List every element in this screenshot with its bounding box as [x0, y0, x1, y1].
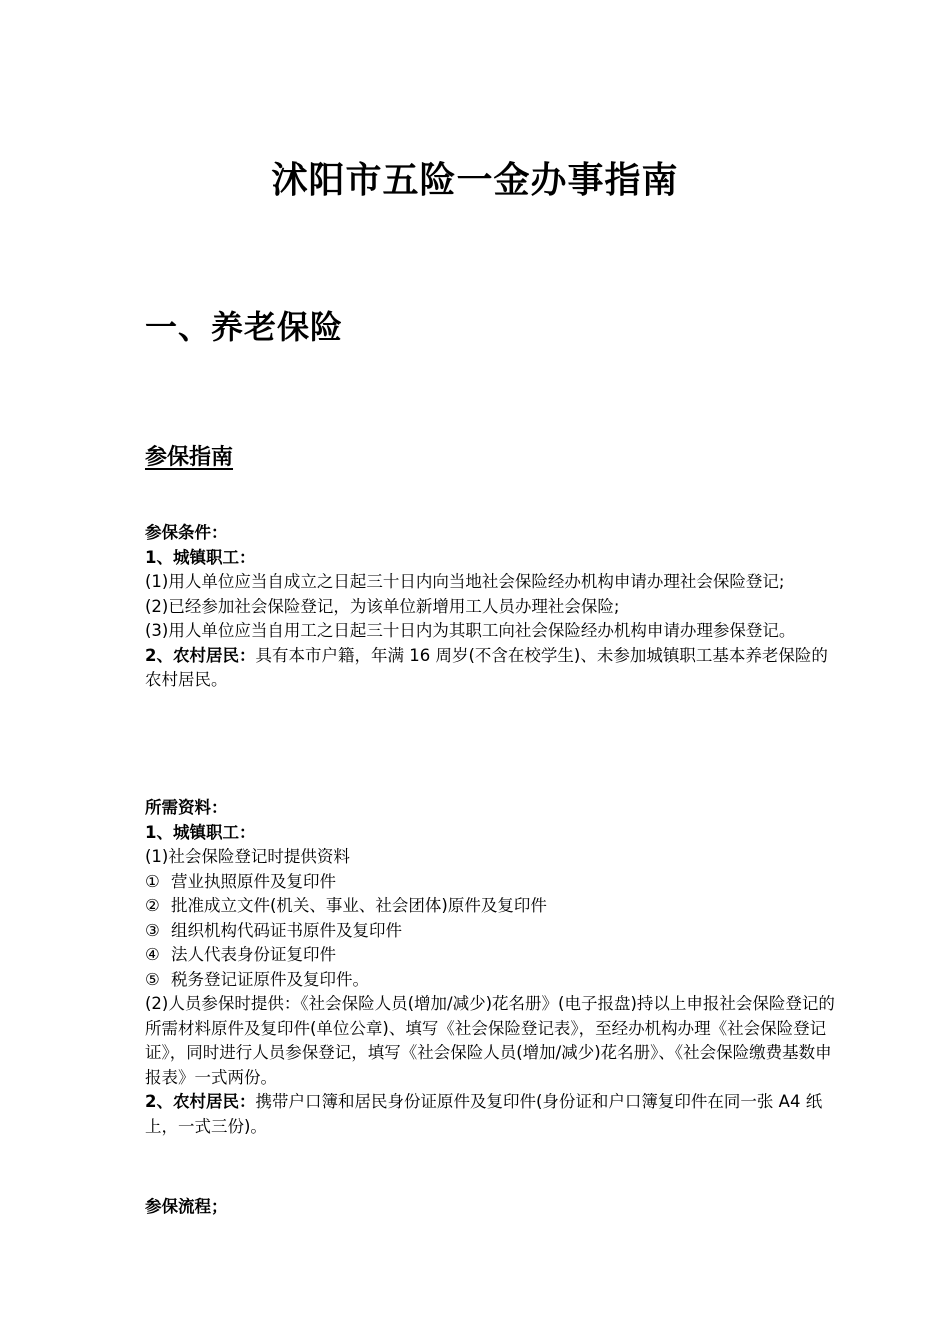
materials-rural-label: 2、农村居民： — [145, 1092, 256, 1111]
materials-item-5 — [145, 968, 835, 993]
conditions-block — [145, 521, 835, 693]
item-text: 法人代表身份证复印件 — [171, 945, 336, 964]
item-text: 税务登记证原件及复印件。 — [171, 969, 369, 989]
materials-urban-label: 1、城镇职工： — [145, 822, 256, 842]
item-number: ② — [145, 896, 160, 915]
conditions-urban-item-3: (3)用人单位应当自用工之日起三十日内为其职工向社会保险经办机构申请办理参保登记。 — [145, 621, 796, 640]
materials-item-4 — [145, 943, 835, 968]
materials-rural-paragraph — [145, 1090, 835, 1139]
document-title: 沭阳市五险一金办事指南 — [271, 160, 679, 201]
materials-personnel-paragraph: (2)人员参保时提供：《社会保险人员(增加/减少)花名册》(电子报盘)持以上申报社会保险登记的所需材料原件及复印件(单位公章)、填写《社会保险登记表》，至经办机构办理《社会保险登记证》，同时进行人员参保登记，填写《社会保险人员(增加/减少)花名册》、《社会保险缴费基数申报表》一式两份。 — [145, 994, 835, 1087]
materials-item-3 — [145, 919, 835, 944]
process-label: 参保流程； — [145, 1197, 228, 1216]
item-number: ③ — [145, 920, 160, 940]
item-text: 批准成立文件(机关、事业、社会团体)原件及复印件 — [171, 896, 547, 915]
conditions-rural-paragraph — [145, 644, 835, 693]
conditions-rural-text: 具有本市户籍，年满 16 周岁(不含在校学生)、未参加城镇职工基本养老保险的农村居民。 — [145, 645, 828, 689]
item-number: ⑤ — [145, 969, 160, 989]
conditions-rural-label: 2、农村居民： — [145, 645, 256, 665]
materials-label: 所需资料： — [145, 798, 228, 817]
materials-rural-text: 携带户口簿和居民身份证原件及复印件(身份证和户口簿复印件在同一张 A4 纸上，一式三份)。 — [145, 1092, 823, 1136]
materials-item-2 — [145, 894, 835, 919]
item-number: ④ — [145, 945, 160, 964]
item-text: 组织机构代码证书原件及复印件 — [171, 920, 402, 940]
section-heading-pension: 一、养老保险 — [145, 308, 344, 346]
materials-item-1 — [145, 870, 835, 895]
conditions-urban-item-2: (2)已经参加社会保险登记，为该单位新增用工人员办理社会保险; — [145, 596, 620, 616]
item-number: ① — [145, 871, 160, 891]
process-block — [145, 1195, 835, 1220]
materials-registration-label: (1)社会保险登记时提供资料 — [145, 847, 350, 866]
item-text: 营业执照原件及复印件 — [171, 871, 336, 891]
conditions-urban-label: 1、城镇职工： — [145, 547, 256, 567]
subsection-heading-guide: 参保指南 — [145, 445, 234, 470]
conditions-urban-item-1: (1)用人单位应当自成立之日起三十日内向当地社会保险经办机构申请办理社会保险登记; — [145, 572, 785, 591]
materials-block — [145, 796, 835, 1139]
conditions-label: 参保条件： — [145, 523, 228, 542]
